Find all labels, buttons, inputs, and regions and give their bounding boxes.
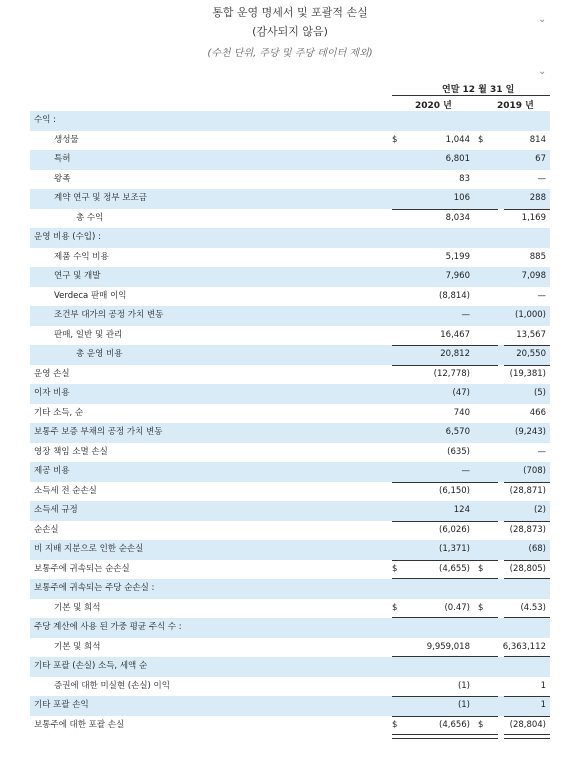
value-2019: 885 bbox=[529, 251, 546, 262]
subtotal-rule bbox=[392, 345, 498, 346]
table-row bbox=[30, 345, 550, 365]
statement-title: 통합 운영 명세서 및 포괄적 손실 bbox=[212, 6, 368, 19]
value-2020: 5,199 bbox=[445, 251, 470, 262]
table-row bbox=[30, 365, 550, 385]
value-2019: (5) bbox=[533, 388, 546, 398]
subtotal-rule bbox=[504, 521, 550, 522]
row-label: 생성물 bbox=[54, 134, 79, 145]
dollar-sign: $ bbox=[478, 602, 484, 613]
value-2019: 7,098 bbox=[521, 271, 546, 281]
row-label: 기타 포괄 손익 bbox=[34, 700, 89, 710]
table-row bbox=[30, 248, 550, 268]
table-row bbox=[30, 657, 550, 677]
table-row bbox=[30, 579, 550, 599]
row-label: 소득세 전 순손실 bbox=[34, 485, 97, 496]
chevron-down-icon[interactable]: ⌄ bbox=[538, 66, 547, 77]
subtotal-rule bbox=[392, 365, 498, 366]
statement-subtitle: (감사되지 않음) bbox=[252, 25, 328, 38]
table-row bbox=[30, 150, 550, 170]
value-2020: 83 bbox=[459, 173, 470, 184]
table-row bbox=[30, 228, 550, 248]
subtotal-rule bbox=[504, 482, 550, 483]
value-2020: (8,814) bbox=[439, 290, 470, 301]
table-row bbox=[30, 267, 550, 287]
table-row bbox=[30, 618, 550, 638]
value-2019: 6,363,112 bbox=[502, 641, 546, 652]
table-row bbox=[30, 521, 550, 541]
value-2019: 466 bbox=[529, 407, 546, 418]
row-label: 기본 및 희석 bbox=[54, 602, 101, 613]
value-2019: (4.53) bbox=[520, 602, 546, 613]
value-2020: (6,150) bbox=[439, 485, 470, 496]
total-double-rule bbox=[504, 734, 550, 739]
table-row bbox=[30, 170, 550, 190]
value-2020: 20,812 bbox=[440, 349, 470, 359]
row-label: 기타 소득, 순 bbox=[34, 407, 84, 418]
subtotal-rule bbox=[504, 345, 550, 346]
row-label: 기본 및 희석 bbox=[54, 641, 101, 652]
value-2019: 1,169 bbox=[521, 212, 546, 223]
table-row bbox=[30, 462, 550, 482]
header-rule bbox=[392, 95, 550, 96]
dollar-sign: $ bbox=[392, 563, 398, 574]
row-label: 판매, 일반 및 관리 bbox=[54, 329, 123, 340]
subtotal-rule bbox=[392, 696, 498, 697]
subtotal-rule bbox=[504, 696, 550, 697]
row-label: 보통주 보증 부채의 공정 가치 변동 bbox=[34, 427, 163, 437]
value-2019: 20,550 bbox=[516, 349, 546, 359]
subtotal-rule bbox=[392, 521, 498, 522]
value-2019: (708) bbox=[523, 466, 546, 476]
table-row bbox=[30, 560, 550, 580]
value-2020: 8,034 bbox=[445, 212, 470, 223]
value-2019: (28,871) bbox=[509, 485, 546, 496]
row-label: 증권에 대한 미실현 (손실) 이익 bbox=[54, 680, 170, 691]
table-row bbox=[30, 326, 550, 346]
units-note: (수천 단위, 주당 및 주당 데이터 제외) bbox=[207, 48, 373, 59]
subtotal-rule bbox=[392, 482, 498, 483]
value-2019: (28,873) bbox=[509, 524, 546, 535]
value-2020: 6,570 bbox=[445, 427, 470, 437]
year-2019-header: 2019 년 bbox=[497, 101, 534, 111]
table-row bbox=[30, 111, 550, 131]
value-2020: 740 bbox=[453, 407, 470, 418]
row-label: 비 지배 지분으로 인한 순손실 bbox=[34, 544, 144, 554]
value-2020: 9,959,018 bbox=[426, 641, 470, 652]
dollar-sign: $ bbox=[478, 563, 484, 574]
table-row bbox=[30, 306, 550, 326]
table-row bbox=[30, 384, 550, 404]
row-label: 운영 비용 (수입) : bbox=[34, 232, 101, 242]
value-2019: 814 bbox=[529, 134, 546, 145]
value-2020: 6,801 bbox=[445, 154, 470, 164]
row-label: 왕족 bbox=[54, 173, 71, 184]
row-label: 제품 수익 비용 bbox=[54, 251, 109, 262]
value-2020: 16,467 bbox=[440, 329, 470, 340]
table-row bbox=[30, 443, 550, 463]
total-double-rule bbox=[392, 734, 498, 739]
value-2019: 1 bbox=[540, 700, 546, 710]
value-2019: (2) bbox=[533, 505, 546, 515]
row-label: Verdeca 판매 이익 bbox=[54, 290, 127, 301]
value-2020: — bbox=[461, 310, 470, 320]
subtotal-rule bbox=[392, 209, 498, 210]
row-label: 영장 책임 소멸 손실 bbox=[34, 446, 108, 457]
value-2020: (1) bbox=[457, 700, 470, 710]
row-label: 조건부 대가의 공정 가치 변동 bbox=[54, 310, 164, 320]
period-header: 연말 12 월 31 일 bbox=[442, 85, 515, 95]
dollar-sign: $ bbox=[392, 602, 398, 613]
table-row bbox=[30, 131, 550, 151]
value-2020: (635) bbox=[447, 446, 470, 457]
value-2020: (0.47) bbox=[444, 602, 470, 613]
row-label: 제공 비용 bbox=[34, 466, 70, 476]
value-2020: (4,655) bbox=[439, 563, 470, 574]
dollar-sign: $ bbox=[392, 134, 398, 145]
value-2020: 1,044 bbox=[445, 134, 470, 145]
table-row bbox=[30, 599, 550, 619]
value-2020: (1,371) bbox=[439, 544, 470, 554]
value-2020: 124 bbox=[453, 505, 470, 515]
table-row bbox=[30, 501, 550, 521]
dollar-sign: $ bbox=[392, 719, 398, 730]
row-label: 수익 : bbox=[34, 115, 56, 125]
value-2019: 1 bbox=[540, 680, 546, 691]
value-2020: (12,778) bbox=[433, 368, 470, 379]
subtotal-rule bbox=[392, 560, 498, 561]
row-label: 운영 손실 bbox=[34, 368, 70, 379]
row-label: 계약 연구 및 정부 보조금 bbox=[54, 193, 147, 203]
value-2020: (47) bbox=[452, 388, 470, 398]
value-2020: 106 bbox=[453, 193, 470, 203]
table-row bbox=[30, 423, 550, 443]
table-row bbox=[30, 696, 550, 716]
value-2020: 7,960 bbox=[445, 271, 470, 281]
dollar-sign: $ bbox=[478, 134, 484, 145]
value-2020: (1) bbox=[457, 680, 470, 691]
dollar-sign: $ bbox=[478, 719, 484, 730]
value-2019: 13,567 bbox=[516, 329, 546, 340]
statement-table bbox=[30, 111, 550, 735]
table-row bbox=[30, 540, 550, 560]
value-2019: (28,805) bbox=[509, 563, 546, 574]
table-row bbox=[30, 677, 550, 697]
value-2020: — bbox=[461, 466, 470, 476]
table-row bbox=[30, 287, 550, 307]
chevron-down-icon[interactable]: ⌄ bbox=[538, 14, 547, 25]
row-label: 보통주에 대한 포괄 손실 bbox=[34, 719, 125, 730]
subtotal-rule bbox=[504, 209, 550, 210]
value-2019: 288 bbox=[529, 193, 546, 203]
row-label: 특허 bbox=[54, 154, 71, 164]
value-2020: (4,656) bbox=[439, 719, 470, 730]
row-label: 소득세 규정 bbox=[34, 505, 78, 515]
value-2019: — bbox=[537, 173, 546, 184]
value-2019: — bbox=[537, 290, 546, 301]
table-row bbox=[30, 716, 550, 736]
row-label: 연구 및 개발 bbox=[54, 271, 101, 281]
value-2019: (9,243) bbox=[515, 427, 546, 437]
table-row bbox=[30, 482, 550, 502]
row-label: 보통주에 귀속되는 주당 순손실 : bbox=[34, 583, 155, 593]
row-label: 총 운영 비용 bbox=[76, 349, 123, 359]
subtotal-rule bbox=[504, 716, 550, 717]
value-2019: (19,381) bbox=[509, 368, 546, 379]
value-2019: (68) bbox=[528, 544, 546, 554]
table-row bbox=[30, 209, 550, 229]
value-2019: (1,000) bbox=[515, 310, 546, 320]
table-row bbox=[30, 404, 550, 424]
row-label: 보통주에 귀속되는 순손실 bbox=[34, 563, 130, 574]
row-label: 총 수익 bbox=[76, 212, 104, 223]
value-2019: (28,804) bbox=[509, 719, 546, 730]
value-2020: (6,026) bbox=[439, 524, 470, 535]
year-2020-header: 2020 년 bbox=[415, 101, 452, 111]
subtotal-rule bbox=[392, 716, 498, 717]
row-label: 기타 포괄 (손실) 소득, 세액 순 bbox=[34, 661, 148, 671]
value-2019: — bbox=[537, 446, 546, 457]
row-label: 주당 계산에 사용 된 가중 평균 주식 수 : bbox=[34, 622, 182, 632]
value-2019: 67 bbox=[535, 154, 546, 164]
subtotal-rule bbox=[504, 365, 550, 366]
row-label: 이자 비용 bbox=[34, 388, 70, 398]
subtotal-rule bbox=[504, 560, 550, 561]
table-row bbox=[30, 189, 550, 209]
table-row bbox=[30, 638, 550, 658]
row-label: 순손실 bbox=[34, 524, 59, 535]
